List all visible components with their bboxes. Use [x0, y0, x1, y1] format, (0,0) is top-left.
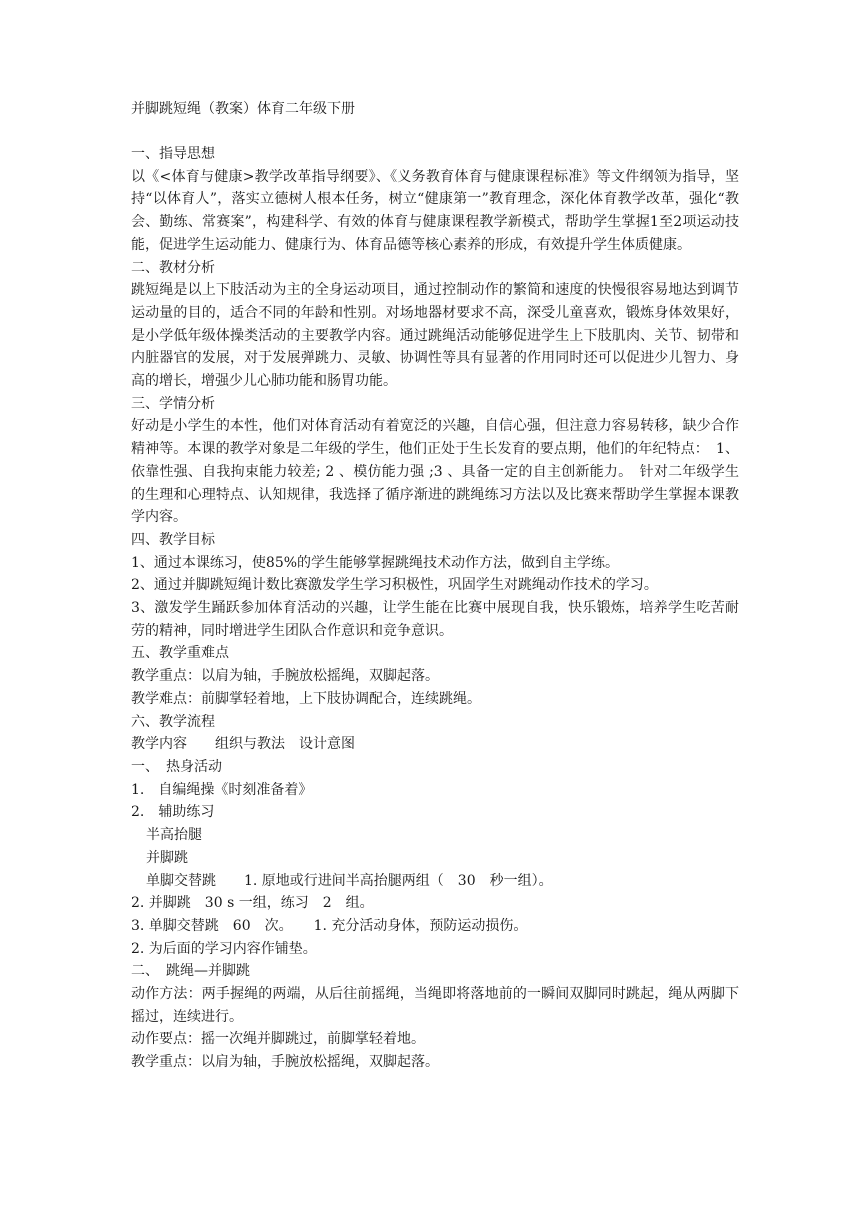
action-method: 动作方法：两手握绳的两端，从后往前摇绳，当绳即将落地前的一瞬间双脚同时跳起，绳从两脚下摇过，连续进行。	[131, 986, 739, 1025]
document-page	[131, 98, 739, 1074]
aux-exercise: 并脚跳	[146, 849, 188, 866]
section-heading-objectives: 四、教学目标	[131, 531, 215, 548]
objective-item: 3、激发学生踊跃参加体育活动的兴趣，让学生能在比赛中展现自我，快乐锻炼，培养学生吃苦耐劳的精神，同时增进学生团队合作意识和竞争意识。	[131, 600, 739, 639]
action-points: 动作要点：摇一次绳并脚跳过，前脚掌轻着地。	[131, 1031, 425, 1048]
section-heading-guiding-ideology: 一、指导思想	[131, 146, 215, 162]
section-heading-material-analysis: 二、教材分析	[131, 259, 215, 276]
warmup-heading: 一、 热身活动	[131, 758, 222, 775]
section-body-guiding-ideology: 以《<体育与健康>教学改革指导纲要》、《义务教育体育与健康课程标准》等文件纲领为指导，坚持“以体育人”，落实立德树人根本任务，树立“健康第一”教育理念，深化体育教学改革，强化“教会、勤练、常赛案”，构建科学、有效的体育与健康课程教学新模式，帮助学生掌握1至2项运动技能，促进学生运动能力、健康行为、体育品德等核心素养的形成，有效提升学生体质健康。	[131, 168, 739, 253]
teaching-key-point-2: 教学重点：以肩为轴，手腕放松摇绳，双脚起落。	[131, 1054, 439, 1071]
objective-item: 2、通过并脚跳短绳计数比赛激发学生学习积极性，巩固学生对跳绳动作技术的学习。	[131, 577, 658, 594]
section-heading-key-points: 五、教学重难点	[131, 645, 229, 662]
aux-exercise: 半高抬腿	[146, 827, 202, 844]
document-title: 并脚跳短绳（教案）体育二年级下册	[131, 101, 355, 117]
organization-item: 2. 并脚跳 30 s 一组，练习 2 组。	[131, 895, 374, 912]
section-body-material-analysis: 跳短绳是以上下肢活动为主的全身运动项目，通过控制动作的繁简和速度的快慢很容易地达到调节运动量的目的，适合不同的年龄和性别。对场地器材要求不高，深受儿童喜欢，锻炼身体效果好，是小学低年级体操类活动的主要教学内容。通过跳绳活动能够促进学生上下肢肌肉、关节、韧带和内脏器官的发展，对于发展弹跳力、灵敏、协调性等具有显著的作用同时还可以促进少儿智力、身高的增长，增强少儿心肺功能和肠胃功能。	[131, 282, 739, 390]
organization-item: 3. 单脚交替跳 60 次。 1. 充分活动身体，预防运动损伤。	[131, 917, 528, 934]
warmup-item: 2. 辅助练习	[131, 804, 215, 821]
rope-section-heading: 二、 跳绳—并脚跳	[131, 963, 250, 980]
teaching-difficulty: 教学难点：前脚掌轻着地，上下肢协调配合，连续跳绳。	[131, 690, 481, 707]
aux-exercise: 单脚交替跳 1. 原地或行进间半高抬腿两组（ 30 秒一组）。	[146, 872, 553, 889]
section-heading-teaching-process: 六、教学流程	[131, 713, 215, 730]
warmup-item: 1. 自编绳操《时刻准备着》	[131, 781, 313, 798]
section-body-student-analysis: 好动是小学生的本性，他们对体育活动有着宽泛的兴趣，自信心强，但注意力容易转移，缺少合作精神等。本课的教学对象是二年级的学生，他们正处于生长发育的要点期，他们的年纪特点： 1、依靠性强、自我拘束能力较差; 2 、模仿能力强 ;3 、具备一定的自主创新能力。 针对二年级学生的生理和心理特点、认知规律，我选择了循序渐进的跳绳练习方法以及比赛来帮助学生掌握本课教学内容。	[131, 418, 739, 526]
teaching-key-point: 教学重点：以肩为轴，手腕放松摇绳，双脚起落。	[131, 668, 439, 685]
process-column-headers: 教学内容 组织与教法 设计意图	[131, 736, 355, 753]
section-heading-student-analysis: 三、学情分析	[131, 395, 215, 412]
objective-item: 1、通过本课练习，使85%的学生能够掌握跳绳技术动作方法，做到自主学练。	[131, 554, 620, 571]
design-intent-item: 2. 为后面的学习内容作铺垫。	[131, 940, 317, 957]
